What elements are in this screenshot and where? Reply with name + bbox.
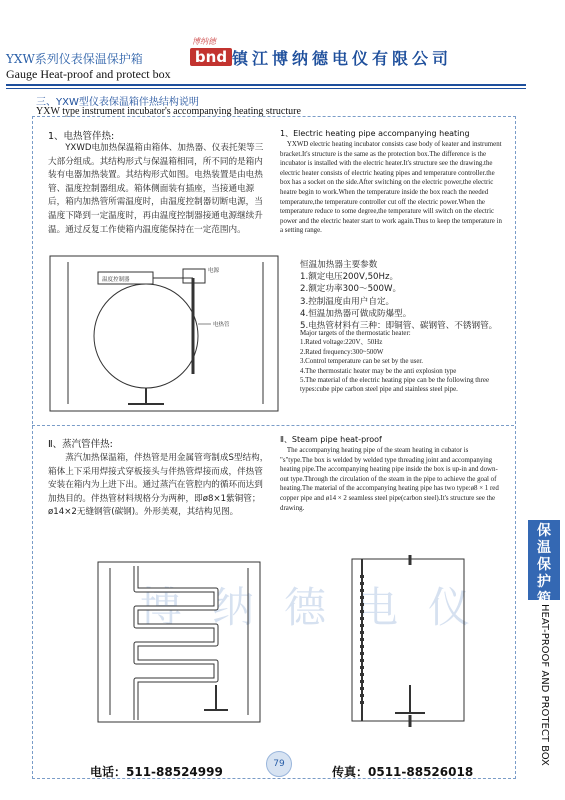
specs-item-en: 1.Rated voltage:220V、50Hz: [300, 339, 383, 347]
specs-item-cn: 1.额定电压200V,50Hz。: [300, 272, 399, 283]
electric-body-cn: YXWD电加热保温箱由箱体、加热器、仪表托架等三大部分组成。其结构形式与保温箱相同，所不同的是箱内装有电器加热装置。其结构形式如图。电热装置是由电热管、温度控制器组成。箱体侧面装有插座，当接通电源后，箱内加热管所需温度时，由温度控制器切断电源，当温度下降到一定温度时，再由温度控制器接通电源继续升温。通过反复工作使箱内温度能保持在一定范围内。: [48, 143, 264, 235]
electric-body-en: YXWD electric heating incubator consists case body of keater and instrument bracket.It's structure is the same as the protection box.The difference is the incubator is installed with the electric heater.It's structure see the drawing.the electric heater consists of electric heating pipes and temperature controller.the box has a socket on the side.After switching on the electric power,the electric heatre begin to work.When the temperature inside the box reach the needed temperature,the temperature controller cut off the electric power.When the temperature reduce to some degree,the temperature will switch on the electric power and the electric heater start to work again.Thus to keep the temperature in a setting range.: [280, 141, 502, 235]
specs-item-cn: 4.恒温加热器可做成防爆型。: [300, 308, 412, 319]
steam-heading-en: Ⅱ、Steam pipe heat-proof: [280, 435, 382, 444]
footer-fax: 传真：0511-88526018: [332, 765, 474, 779]
specs-item-cn: 5.电热管材料有三种：即铜管、碳钢管、不锈钢管。: [300, 321, 498, 332]
socket-label: 电源: [208, 268, 220, 274]
header-rule: [6, 84, 526, 86]
box-outline: [352, 559, 464, 721]
electric-heater-diagram: [48, 254, 283, 414]
side-tab-cn: [528, 520, 560, 607]
specs-title-en: Major targets of the thermostatic heater:: [300, 330, 411, 337]
specs-item-en: 3.Control temperature can be set by the user.: [300, 358, 424, 366]
gauge-outline: [94, 284, 198, 388]
watermark: 博纳德电仪: [140, 583, 501, 632]
electric-heading-cn: 1、电热管伴热:: [48, 131, 115, 142]
specs-item-cn: 3.控制温度由用户自定。: [300, 296, 395, 307]
controller-label: 温度控制器: [102, 277, 130, 283]
steam-body-cn: 蒸汽加热保温箱，伴热管是用金属管弯制成S型结构，箱体上下采用焊接式穿板接头与伴热管焊接而成，伴热管安装在箱内为上进下出。通过蒸汽在管腔内的循环而达到加热目的。伴热管材料规格分为两种，即ø8×1紫铜管；ø14×2无缝钢管(碳钢)。外形美观，其结构见图。: [48, 453, 269, 518]
heater-label: 电热管: [213, 322, 230, 328]
steam-front-diagram: [96, 560, 266, 730]
specs-block-cn: [300, 259, 505, 332]
side-tab-cn-text: 保温保护箱: [537, 523, 551, 607]
company-name: 镇江博纳德电仪有限公司: [232, 49, 453, 68]
steam-heading-cn: Ⅱ、蒸汽管伴热:: [48, 439, 113, 450]
specs-item-cn: 2.额定功率300～500W。: [300, 284, 402, 295]
logo-mark: bnd: [190, 48, 232, 66]
specs-item-en: 4.The thermostatic heater may be the anti explosion type: [300, 367, 457, 375]
footer-phone: 电话：511-88524999: [90, 765, 223, 779]
specs-item-en: 2.Rated frequency:300~500W: [300, 348, 384, 356]
section-divider: [32, 425, 514, 426]
specs-title-cn: 恒温加热器主要参数: [300, 260, 378, 270]
steam-side-diagram: [350, 555, 470, 730]
specs-item-en: 5.The material of the electric heating pipe can be the following three types:cube pipe carbon steel pipe and stainless steel pipe.: [300, 377, 490, 394]
steam-body-en: The accompanying heating pipe of the steam heating in cubator is "s"type.The box is welded by welded type threading joint and accompanying heating pipe.The accompanying heating pipe inside the box is up-in and down-out type.Through the circulation of the steam in the pipe to achieve the goal of heating.The material of the accompanying heating pipe has two type:ø8 × 1 red copper pipe and ø14 × 2 seamless steel pipe(carbon steel).It's structure see the drawing.: [280, 447, 499, 512]
series-title-cn: YXW系列仪表保温保护箱: [6, 52, 143, 66]
logo-cn-text: 博纳德: [192, 37, 216, 46]
section-title-en: YXW type instrument incubator's accompanying heating structure: [36, 106, 301, 117]
box-outline: [50, 256, 278, 411]
page-number: 79: [266, 751, 292, 777]
side-tab-en: HEAT-PROOF AND PROTECT BOX: [539, 604, 550, 766]
series-title-en: Gauge Heat-proof and protect box: [6, 67, 171, 81]
header-rule-thin: [6, 88, 526, 89]
specs-block-en: [300, 329, 505, 395]
section-title-cn: 三、YXW型仪表保温箱伴热结构说明: [36, 97, 199, 108]
s-pipe-inner: [136, 566, 216, 720]
electric-heading-en: 1、Electric heating pipe accompanying heating: [280, 129, 470, 138]
